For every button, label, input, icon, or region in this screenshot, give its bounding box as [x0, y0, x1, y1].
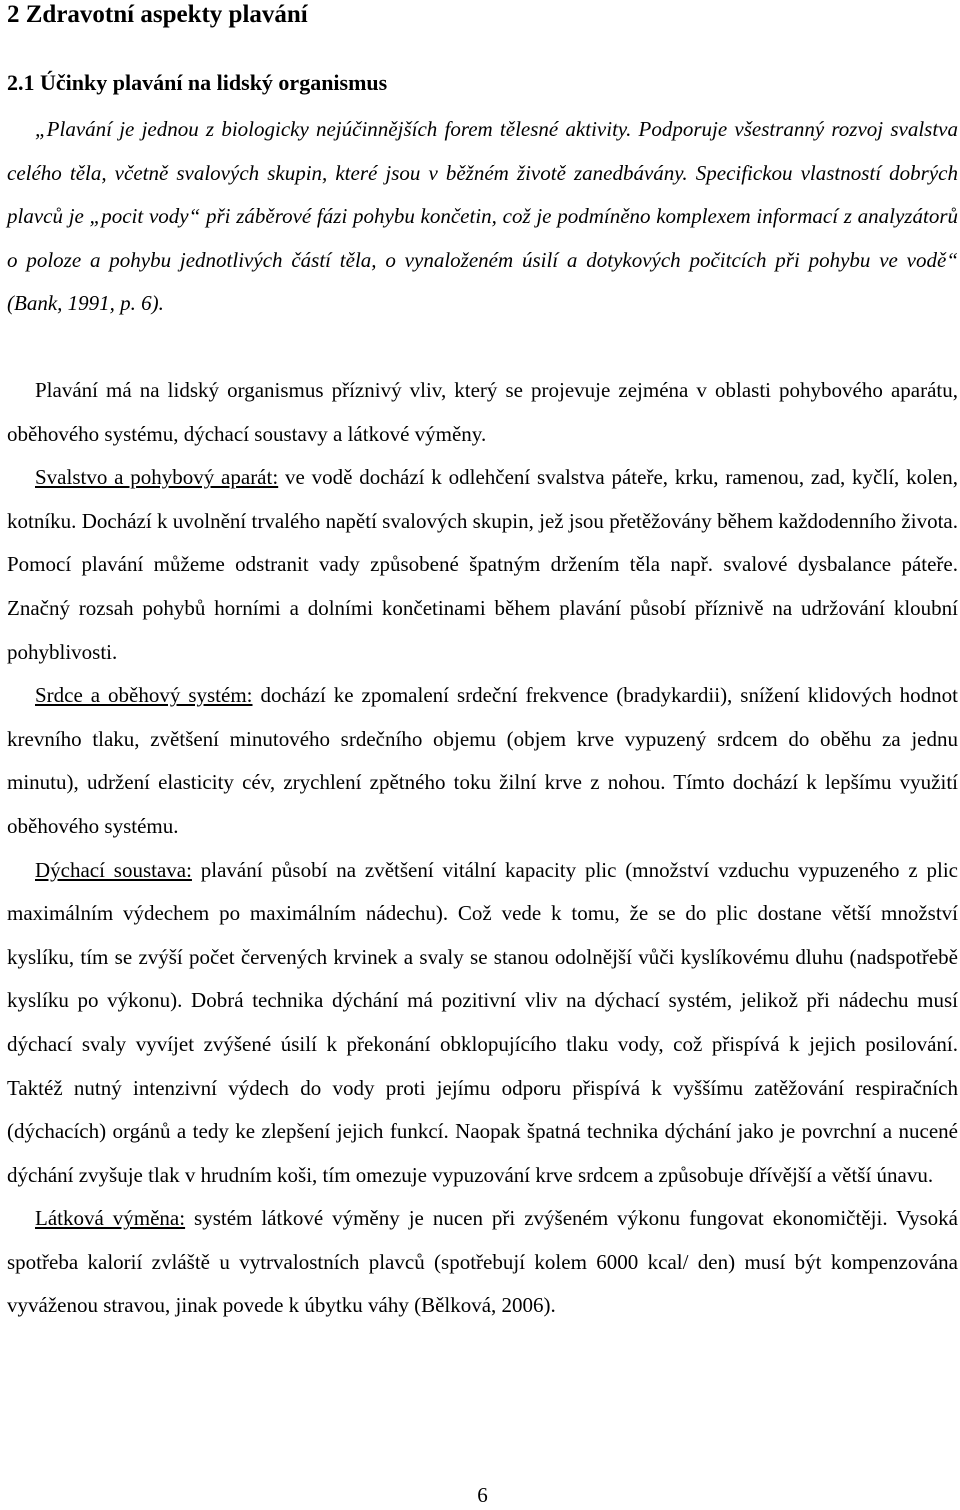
- respiratory-paragraph: [7, 849, 958, 1198]
- cardiovascular-paragraph: [7, 674, 958, 848]
- musculoskeletal-text: ve vodě dochází k odlehčení svalstva páteře, krku, ramenou, zad, kyčlí, kolen, kotníku. Dochází k uvolnění trvalého napětí svalových skupin, jež jsou přetěžovány během každodenního života. Pomocí plavání můžeme odstranit vady způsobené špatným držením těla např. svalové dysbalance páteře. Značný rozsah pohybů horními a dolními končetinami během plavání působí příznivě na udržování kloubní pohyblivosti.: [7, 465, 959, 664]
- intro-paragraph: Plavání má na lidský organismus příznivý vliv, který se projevuje zejména v oblasti pohybového aparátu, oběhového systému, dýchací soustavy a látkové výměny.: [7, 378, 958, 446]
- metabolism-text: systém látkové výměny je nucen při zvýšeném výkonu fungovat ekonomičtěji. Vysoká spotřeba kalorií zvláště u vytrvalostních plavců (spotřebují kolem 6000 kcal/ den) musí být kompenzována vyváženou stravou, jinak povede k úbytku váhy (Bělková, 2006).: [7, 1206, 958, 1318]
- cardiovascular-heading: Srdce a oběhový systém:: [35, 683, 253, 708]
- respiratory-heading: Dýchací soustava:: [35, 857, 192, 882]
- subsection-heading: 2.1 Účinky plavání na lidský organismus: [7, 70, 388, 95]
- cardiovascular-text: dochází ke zpomalení srdeční frekvence (bradykardii), snížení klidových hodnot krevního tlaku, zvětšení minutového srdečního objemu (objem krve vypuzený srdcem do oběhu za jednu minutu), udržení elasticity cév, zrychlení zpětného toku žilní krve z nohou. Tímto dochází k lepšímu využití oběhového systému.: [7, 683, 958, 838]
- quote-block: [7, 108, 958, 326]
- musculoskeletal-paragraph: [7, 456, 958, 674]
- musculoskeletal-heading: Svalstvo a pohybový aparát:: [35, 465, 279, 490]
- metabolism-paragraph: [7, 1197, 958, 1328]
- quote-paragraph: „Plavání je jednou z biologicky nejúčinnějších forem tělesné aktivity. Podporuje všestranný rozvoj svalstva celého těla, včetně svalových skupin, které jsou v běžném životě zanedbávány. Specifickou vlastností dobrých plavců je „pocit vody“ při záběrové fázi pohybu končetin, což je podmíněno komplexem informací z analyzátorů o poloze a pohybu jednotlivých částí těla, o vynaloženém úsilí a dotykových počitcích při pohybu ve vodě“ (Bank, 1991, p. 6).: [7, 117, 958, 316]
- section-heading: 2 Zdravotní aspekty plavání: [7, 1, 308, 28]
- metabolism-heading: Látková výměna:: [35, 1206, 186, 1231]
- respiratory-text: plavání působí na zvětšení vitální kapacity plic (množství vzduchu vypuzeného z plic maximálním výdechem po maximálním nádechu). Což vede k tomu, že se do plic dostane větší množství kyslíku, tím se zvýší počet červených krvinek a svaly se stanou odolnější vůči kyslíkovému dluhu (nadspotřebě kyslíku po výkonu). Dobrá technika dýchání má pozitivní vliv na dýchací systém, jelikož při nádechu musí dýchací svaly vyvíjet zvýšené úsilí k překonání obklopujícího tlaku vody, což přispívá k jejich posilování. Taktéž nutný intenzivní výdech do vody proti jejímu odporu přispívá k vyššímu zatěžování respiračních (dýchacích) orgánů a tedy ke zlepšení jejich funkcí. Naopak špatná technika dýchání jako je povrchní a nucené dýchání zvyšuje tlak v hrudním koši, tím omezuje vypuzování krve srdcem a způsobuje dřívější a větší únavu.: [7, 857, 958, 1187]
- page-number: 6: [477, 1483, 488, 1507]
- main-text-block: [7, 369, 958, 1328]
